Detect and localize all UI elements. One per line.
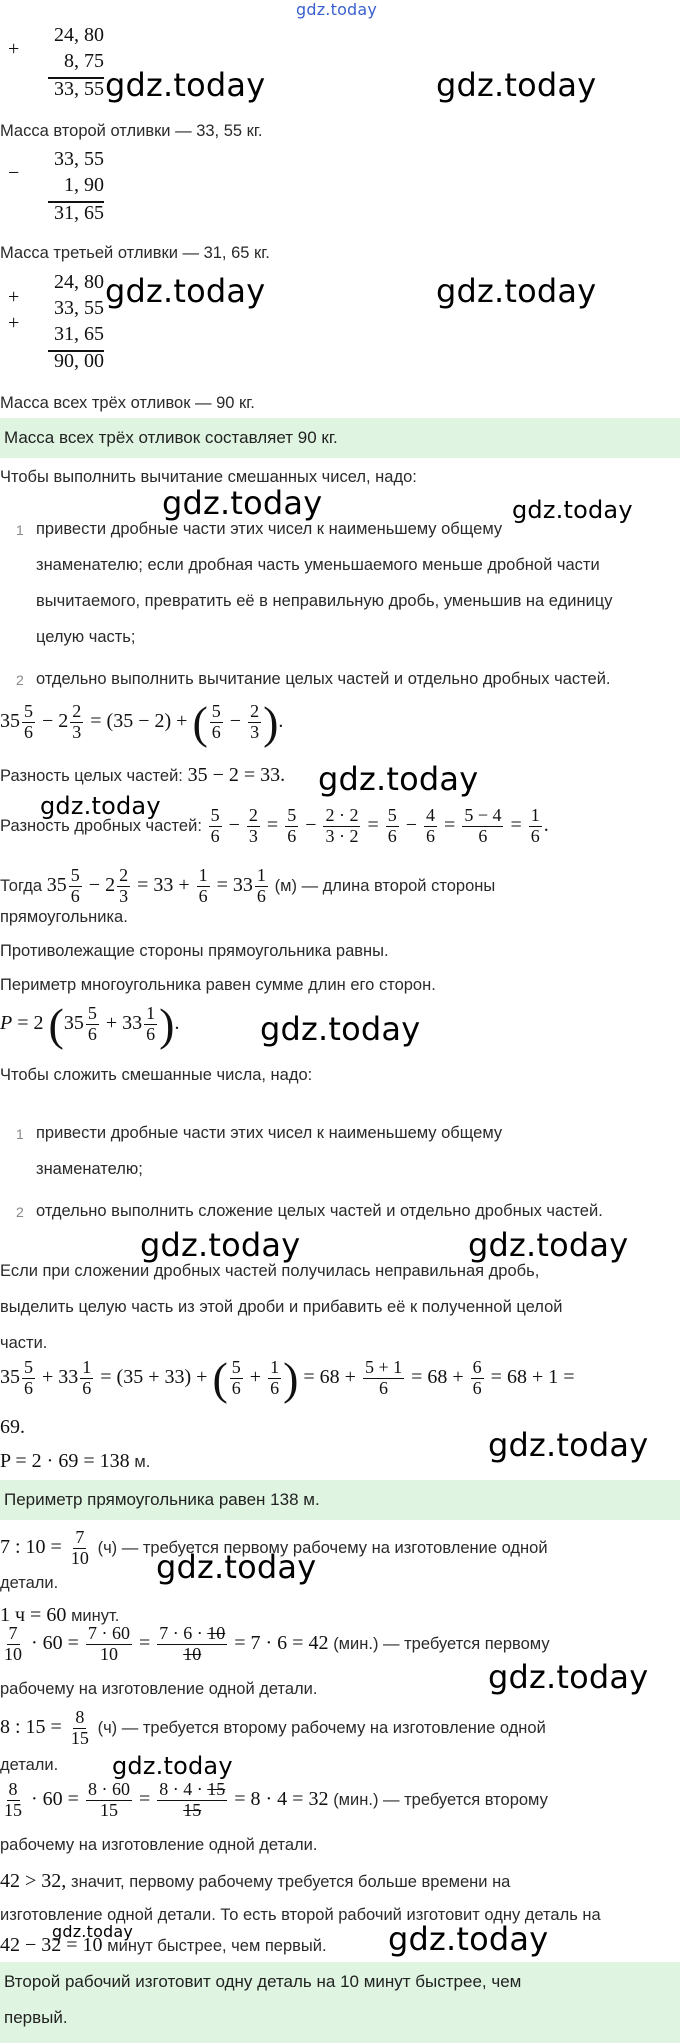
list-item-text: вычитаемого, превратить её в неправильную дробь, уменьшив на единицу <box>36 592 613 610</box>
calc1-result: 33, 55 <box>54 78 104 100</box>
improper-note-line: выделить целую часть из этой дроби и прибавить её к полученной целой <box>0 1298 563 1316</box>
worker2-text: (ч) — требуется второму рабочему на изготовление одной <box>97 1718 546 1737</box>
diff-int-expr: 35 − 2 = 33. <box>187 764 286 786</box>
list-number: 1 <box>16 522 24 538</box>
answer-text: Периметр прямоугольника равен 138 м. <box>4 1490 320 1509</box>
diff-frac-line <box>0 806 549 847</box>
list-number: 1 <box>16 1126 24 1142</box>
watermark: gdz.today <box>436 272 597 310</box>
answer-box-2 <box>0 1480 680 1520</box>
improper-note-line: части. <box>0 1334 48 1352</box>
worker2-minutes-line2: рабочему на изготовление одной детали. <box>0 1836 318 1854</box>
worker1-minutes-line2: рабочему на изготовление одной детали. <box>0 1680 318 1698</box>
answer-box-1 <box>0 418 680 458</box>
rule-add-title: Чтобы сложить смешанные числа, надо: <box>0 1066 313 1084</box>
list-number: 2 <box>16 1204 24 1220</box>
calc1-operator: + <box>8 38 20 60</box>
compare-expr2: 42 − 32 = 10 <box>0 1934 103 1956</box>
calc3-operator-1: + <box>8 286 20 308</box>
opposite-sides-text: Противолежащие стороны прямоугольника равны. <box>0 942 389 960</box>
worker2-minutes-text: (мин.) — требуется второму <box>333 1790 548 1809</box>
watermark: gdz.today <box>488 1426 649 1464</box>
rule-sub-title: Чтобы выполнить вычитание смешанных чисел, надо: <box>0 468 417 486</box>
compare-expr: 42 > 32, <box>0 1870 67 1892</box>
calc2-a: 33, 55 <box>54 148 104 170</box>
list-item-text: отдельно выполнить сложение целых частей и отдельно дробных частей. <box>36 1202 603 1220</box>
watermark: gdz.today <box>260 1010 421 1048</box>
diff-int-label: Разность целых частей: <box>0 767 183 785</box>
watermark: gdz.today <box>488 1658 649 1696</box>
worker2-line2: детали. <box>0 1756 59 1774</box>
list-number: 2 <box>16 672 24 688</box>
calc3-result: 90, 00 <box>54 350 104 372</box>
answer-text: Второй рабочий изготовит одну деталь на 10 минут быстрее, чем <box>4 1972 522 1991</box>
calc2-operator: − <box>8 162 20 184</box>
compare-line3 <box>0 1934 327 1957</box>
perimeter-def-text: Периметр многоугольника равен сумме длин его сторон. <box>0 976 436 994</box>
answer-text: первый. <box>4 2008 68 2027</box>
minute-expr: 1 ч = 60 <box>0 1604 67 1626</box>
improper-note-line: Если при сложении дробных частей получилась неправильная дробь, <box>0 1262 540 1280</box>
watermark: gdz.today <box>436 66 597 104</box>
list-item-text: привести дробные части этих чисел к наименьшему общему <box>36 1124 503 1142</box>
worker2-time-line <box>0 1708 546 1749</box>
watermark: gdz.today <box>162 484 323 522</box>
calc2-answer-line: Масса третьей отливки — 31, 65 кг. <box>0 244 270 262</box>
diff-int-line <box>0 764 285 787</box>
tog-prefix: Тогда <box>0 876 43 895</box>
calc1-answer-line: Масса второй отливки — 33, 55 кг. <box>0 122 263 140</box>
watermark: gdz.today <box>156 1548 317 1586</box>
compare-text2: минут быстрее, чем первый. <box>107 1937 327 1955</box>
watermark-top: gdz.today <box>296 0 378 19</box>
watermark: gdz.today <box>40 792 161 820</box>
calc3-answer-line: Масса всех трёх отливок — 90 кг. <box>0 394 255 412</box>
watermark: gdz.today <box>318 760 479 798</box>
answer-text: Масса всех трёх отливок составляет 90 кг. <box>4 428 338 447</box>
list-item-text: знаменателю; если дробная часть уменьшаемого меньше дробной части <box>36 556 600 574</box>
watermark: gdz.today <box>468 1226 629 1264</box>
worker1-minutes-line <box>0 1624 550 1665</box>
calc3-c: 31, 65 <box>54 323 104 345</box>
calc1-a: 24, 80 <box>54 24 104 46</box>
mixed-sum-formula: 35 $\frac{5}{6}$ + 33 $\frac{1}{6}$ = (35 + 33) + ( $\frac{5}{6}$ + $\frac{1}{6}$ ) = 68 + $\frac{5 + 1}{6}$ = 68 + $\frac{6}{6}$ = 68 + 1 = <box>0 1353 575 1404</box>
diff-frac-expr: $\frac{5}{6}$ − $\frac{2}{3}$ = $\frac{5}{6}$ − $\frac{2 \cdot 2}{3 \cdot 2}$ = $\frac{5}{6}$ − $\frac{4}{6}$ = $\frac{5 - 4}{6}$ = $\frac{1}{6}$ . <box>210 805 549 846</box>
compare-line <box>0 1870 510 1893</box>
list-item-text: целую часть; <box>36 628 136 646</box>
compare-text: значит, первому рабочему требуется больше времени на <box>71 1873 511 1891</box>
tog-expr: 35 $\frac{5}{6}$ − 2 $\frac{2}{3}$ = 33 + $\frac{1}{6}$ = 33 $\frac{1}{6}$ <box>46 865 266 906</box>
watermark: gdz.today <box>140 1226 301 1264</box>
worker2-minutes-expr: $\frac{8}{15}$ · 60 = $\frac{8 \cdot 60}{15}$ = $\frac{8 \cdot 4 \cdot 15}{15}$ = 8 · 4 = 32 <box>4 1779 329 1820</box>
tog-line <box>0 866 495 907</box>
answer-box-3 <box>0 1962 680 2043</box>
watermark: gdz.today <box>388 1920 549 1958</box>
calc2-result: 31, 65 <box>54 202 104 224</box>
watermark: gdz.today <box>112 1752 233 1780</box>
calc1-b: 8, 75 <box>64 50 104 72</box>
list-item-text: привести дробные части этих чисел к наименьшему общему <box>36 520 503 538</box>
watermark: gdz.today <box>512 496 633 524</box>
perimeter-calc: P = 2 · 69 = 138 <box>0 1450 130 1472</box>
worker1-minutes-expr: $\frac{7}{10}$ · 60 = $\frac{7 \cdot 60}{10}$ = $\frac{7 \cdot 6 \cdot 10}{10}$ = 7 · 6 = 42 <box>4 1623 329 1664</box>
calc3-b: 33, 55 <box>54 297 104 319</box>
watermark: gdz.today <box>52 1922 134 1941</box>
calc2-b: 1, 90 <box>64 174 104 196</box>
diff-frac-label: Разность дробных частей: <box>0 816 202 835</box>
minute-unit: минут. <box>71 1607 120 1625</box>
perimeter-calc-line <box>0 1450 150 1473</box>
watermark: gdz.today <box>105 272 266 310</box>
calc3-a: 24, 80 <box>54 271 104 293</box>
mixed-sum-result: 69. <box>0 1416 25 1438</box>
calc3-operator-2: + <box>8 312 20 334</box>
tog-line2: прямоугольника. <box>0 908 128 926</box>
worker1-expr: 7 : 10 = $\frac{7}{10}$ <box>0 1527 89 1568</box>
worker1-line2: детали. <box>0 1574 59 1592</box>
worker1-minutes-text: (мин.) — требуется первому <box>333 1634 550 1653</box>
compare-line2: изготовление одной детали. То есть второй рабочий изготовит одну деталь на <box>0 1906 601 1924</box>
perimeter-formula: P = 2 (35 $\frac{5}{6}$ + 33 $\frac{1}{6}$ ). <box>0 999 180 1050</box>
list-item-text: знаменателю; <box>36 1160 143 1178</box>
perimeter-unit: м. <box>134 1453 151 1471</box>
tog-suffix: (м) — длина второй стороны <box>274 876 496 895</box>
list-item-text: отдельно выполнить вычитание целых частей и отдельно дробных частей. <box>36 670 611 688</box>
worker1-text: (ч) — требуется первому рабочему на изготовление одной <box>97 1538 548 1557</box>
formula-subtract-mixed: 35 $\frac{5}{6}$ − 2 $\frac{2}{3}$ = (35 − 2) + ( $\frac{5}{6}$ − $\frac{2}{3}$ ). <box>0 697 284 748</box>
worker2-expr: 8 : 15 = $\frac{8}{15}$ <box>0 1707 89 1748</box>
worker2-minutes-line <box>0 1780 548 1821</box>
watermark: gdz.today <box>105 66 266 104</box>
